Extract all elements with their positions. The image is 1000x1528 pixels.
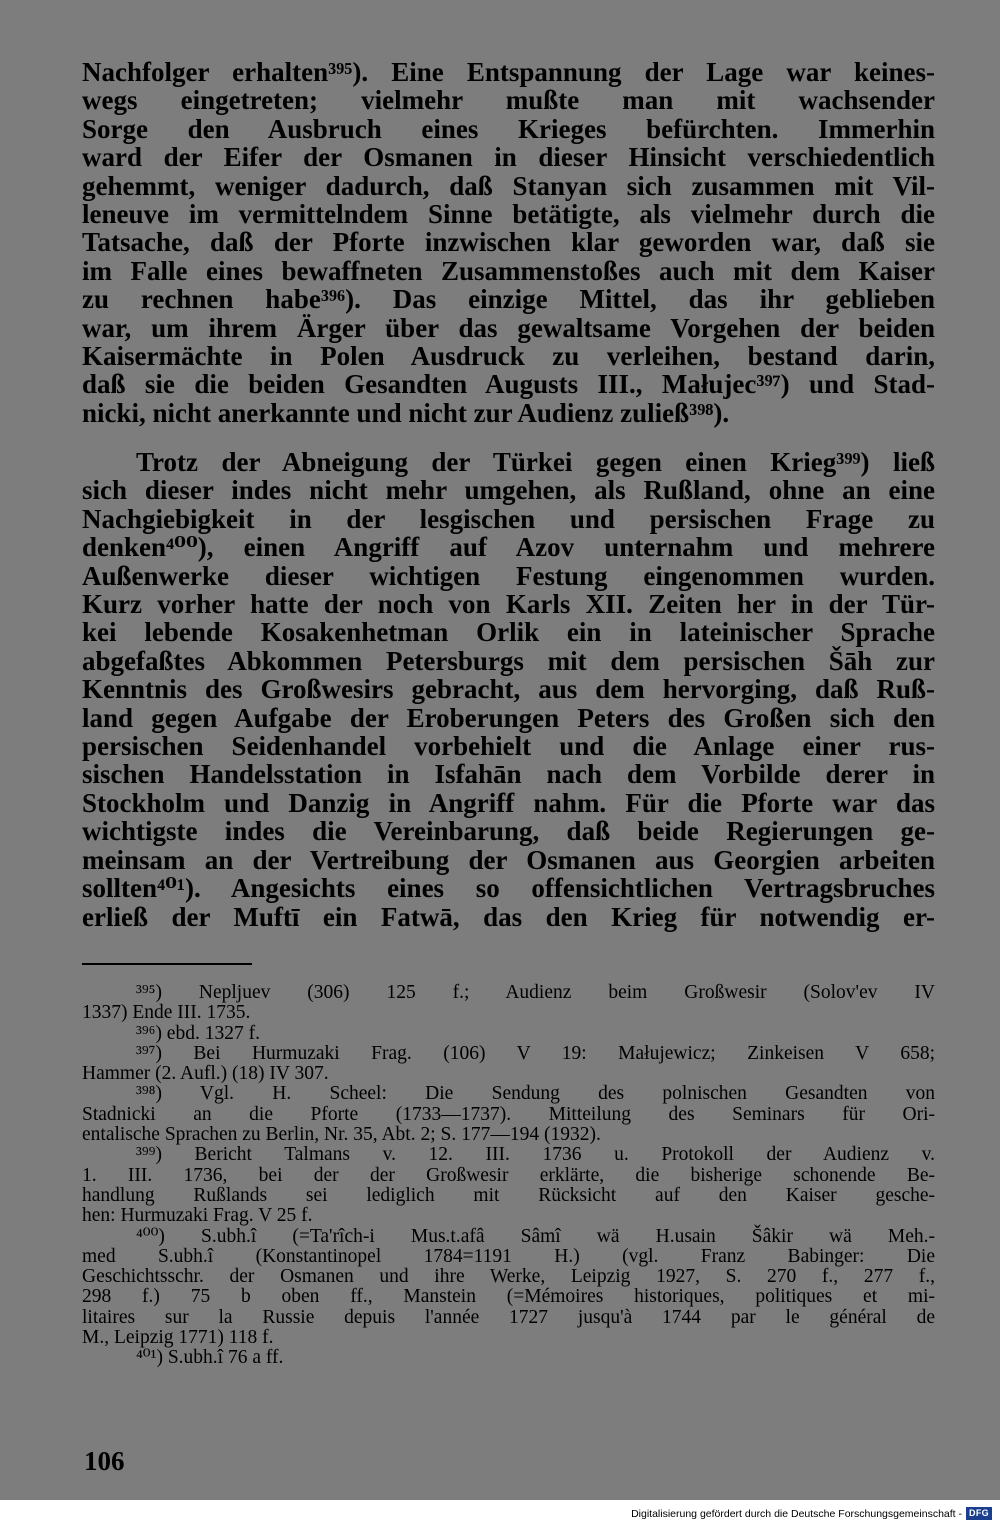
text-line: denken⁴⁰⁰), einen Angriff auf Azov unternahm und mehrere: [82, 532, 935, 563]
footnote-line: ³⁹⁹) Bericht Talmans v. 12. III. 1736 u. Protokoll der Audienz v.: [136, 1144, 935, 1166]
footnote-line: 298 f.) 75 b oben ff., Manstein (=Mémoires historiques, politiques et mi-: [82, 1286, 935, 1308]
text-line: abgefaßtes Abkommen Petersburgs mit dem persischen Šāh zur: [82, 645, 935, 676]
funding-credit: Digitalisierung gefördert durch die Deutsche Forschungsgemeinschaft -: [631, 1508, 962, 1520]
text-line: zu rechnen habe³⁹⁶). Das einzige Mittel, das ihr geblieben: [82, 284, 935, 315]
text-line: land gegen Aufgabe der Eroberungen Peters des Großen sich den: [82, 702, 935, 733]
footnote-line: Hammer (2. Aufl.) (18) IV 307.: [82, 1063, 329, 1085]
footnote-line: hen: Hurmuzaki Frag. V 25 f.: [82, 1205, 313, 1227]
page-number: 106: [84, 1446, 125, 1476]
text-line: Kurz vorher hatte der noch von Karls XII. Zeiten her in der Tür-: [82, 589, 935, 620]
footnote-line: med S.ubh.î (Konstantinopel 1784=1191 H.) (vgl. Franz Babinger: Die: [82, 1245, 935, 1267]
text-line: Tatsache, daß der Pforte inzwischen klar geworden war, daß sie: [82, 227, 935, 258]
text-line: war, um ihrem Ärger über das gewaltsame Vorgehen der beiden: [82, 312, 935, 343]
text-line: ward der Eifer der Osmanen in dieser Hinsicht verschiedentlich: [82, 142, 935, 173]
text-line: gehemmt, weniger dadurch, daß Stanyan sich zusammen mit Vil-: [82, 170, 935, 201]
text-line: sischen Handelsstation in Isfahān nach dem Vorbilde derer in: [82, 759, 935, 790]
footnote-line: ³⁹⁷) Bei Hurmuzaki Frag. (106) V 19: Małujewicz; Zinkeisen V 658;: [136, 1042, 935, 1064]
footnotes: [82, 983, 935, 1369]
footnote-line: litaires sur la Russie depuis l'année 1727 jusqu'à 1744 par le général de: [82, 1306, 935, 1328]
footnote-divider: [82, 963, 252, 965]
footnote-line: ³⁹⁸) Vgl. H. Scheel: Die Sendung des polnischen Gesandten von: [136, 1083, 935, 1105]
text-line: Stockholm und Danzig in Angriff nahm. Für die Pforte war das: [82, 787, 935, 818]
footnote-line: handlung Rußlands sei lediglich mit Rücksicht auf den Kaiser gesche-: [82, 1184, 935, 1206]
paragraph-2: [82, 448, 935, 931]
text-line: kei lebende Kosakenhetman Orlik ein in lateinischer Sprache: [82, 617, 935, 648]
footnote-line: 1. III. 1736, bei der der Großwesir erklärte, die bisherige schonende Be-: [82, 1164, 935, 1186]
text-line: nicki, nicht anerkannte und nicht zur Audienz zuließ³⁹⁸).: [82, 397, 730, 428]
text-line: Trotz der Abneigung der Türkei gegen einen Krieg³⁹⁹) ließ: [136, 447, 935, 477]
text-line: leneuve im vermittelndem Sinne betätigte, als vielmehr durch die: [82, 199, 935, 230]
footnote-line: 1337) Ende III. 1735.: [82, 1002, 251, 1024]
footnote-line: ³⁹⁵) Nepljuev (306) 125 f.; Audienz beim Großwesir (Solov'ev IV: [136, 982, 935, 1003]
footnote-line: ⁴⁰⁰) S.ubh.î (=Ta'rîch-i Mus.t.afâ Sâmî wä H.usain Šâkir wä Meh.-: [136, 1225, 935, 1247]
text-line: erließ der Muftī ein Fatwā, das den Krieg für notwendig er-: [82, 901, 935, 932]
text-line: meinsam an der Vertreibung der Osmanen aus Georgien arbeiten: [82, 844, 935, 875]
text-line: Außenwerke dieser wichtigen Festung eingenommen wurden.: [82, 560, 935, 591]
text-line: wichtigste indes die Vereinbarung, daß beide Regierungen ge-: [82, 816, 935, 847]
paragraph-1: [82, 58, 935, 427]
text-line: Sorge den Ausbruch eines Krieges befürchten. Immerhin: [82, 113, 935, 144]
footnote-line: Geschichtsschr. der Osmanen und ihre Werke, Leipzig 1927, S. 270 f., 277 f.,: [82, 1266, 935, 1288]
footnote-line: entalische Sprachen zu Berlin, Nr. 35, Abt. 2; S. 177—194 (1932).: [82, 1124, 601, 1146]
text-line: Nachgiebigkeit in der lesgischen und persischen Frage zu: [82, 503, 935, 534]
text-line: Kaisermächte in Polen Ausdruck zu verleihen, bestand darin,: [82, 341, 935, 372]
dfg-logo: DFG: [966, 1507, 992, 1520]
text-line: Kenntnis des Großwesirs gebracht, aus dem hervorging, daß Ruß-: [82, 674, 935, 705]
footnote-line: M., Leipzig 1771) 118 f.: [82, 1327, 274, 1349]
footnote-line: Stadnicki an die Pforte (1733—1737). Mitteilung des Seminars für Ori-: [82, 1103, 935, 1125]
text-line: sich dieser indes nicht mehr umgehen, als Rußland, ohne an eine: [82, 475, 935, 506]
text-line: sollten⁴⁰¹). Angesichts eines so offensichtlichen Vertragsbruches: [82, 873, 935, 904]
text-line: persischen Seidenhandel vorbehielt und die Anlage einer rus-: [82, 731, 935, 762]
footnote-line: ³⁹⁶) ebd. 1327 f.: [136, 1022, 260, 1044]
footnote-line: ⁴⁰¹) S.ubh.î 76 a ff.: [136, 1347, 284, 1369]
text-line: im Falle eines bewaffneten Zusammenstoßes auch mit dem Kaiser: [82, 255, 935, 286]
text-line: wegs eingetreten; vielmehr mußte man mit wachsender: [82, 85, 935, 116]
text-line: Nachfolger erhalten³⁹⁵). Eine Entspannung der Lage war keines-: [82, 57, 935, 87]
text-line: daß sie die beiden Gesandten Augusts III., Małujec³⁹⁷) und Stad-: [82, 369, 935, 400]
